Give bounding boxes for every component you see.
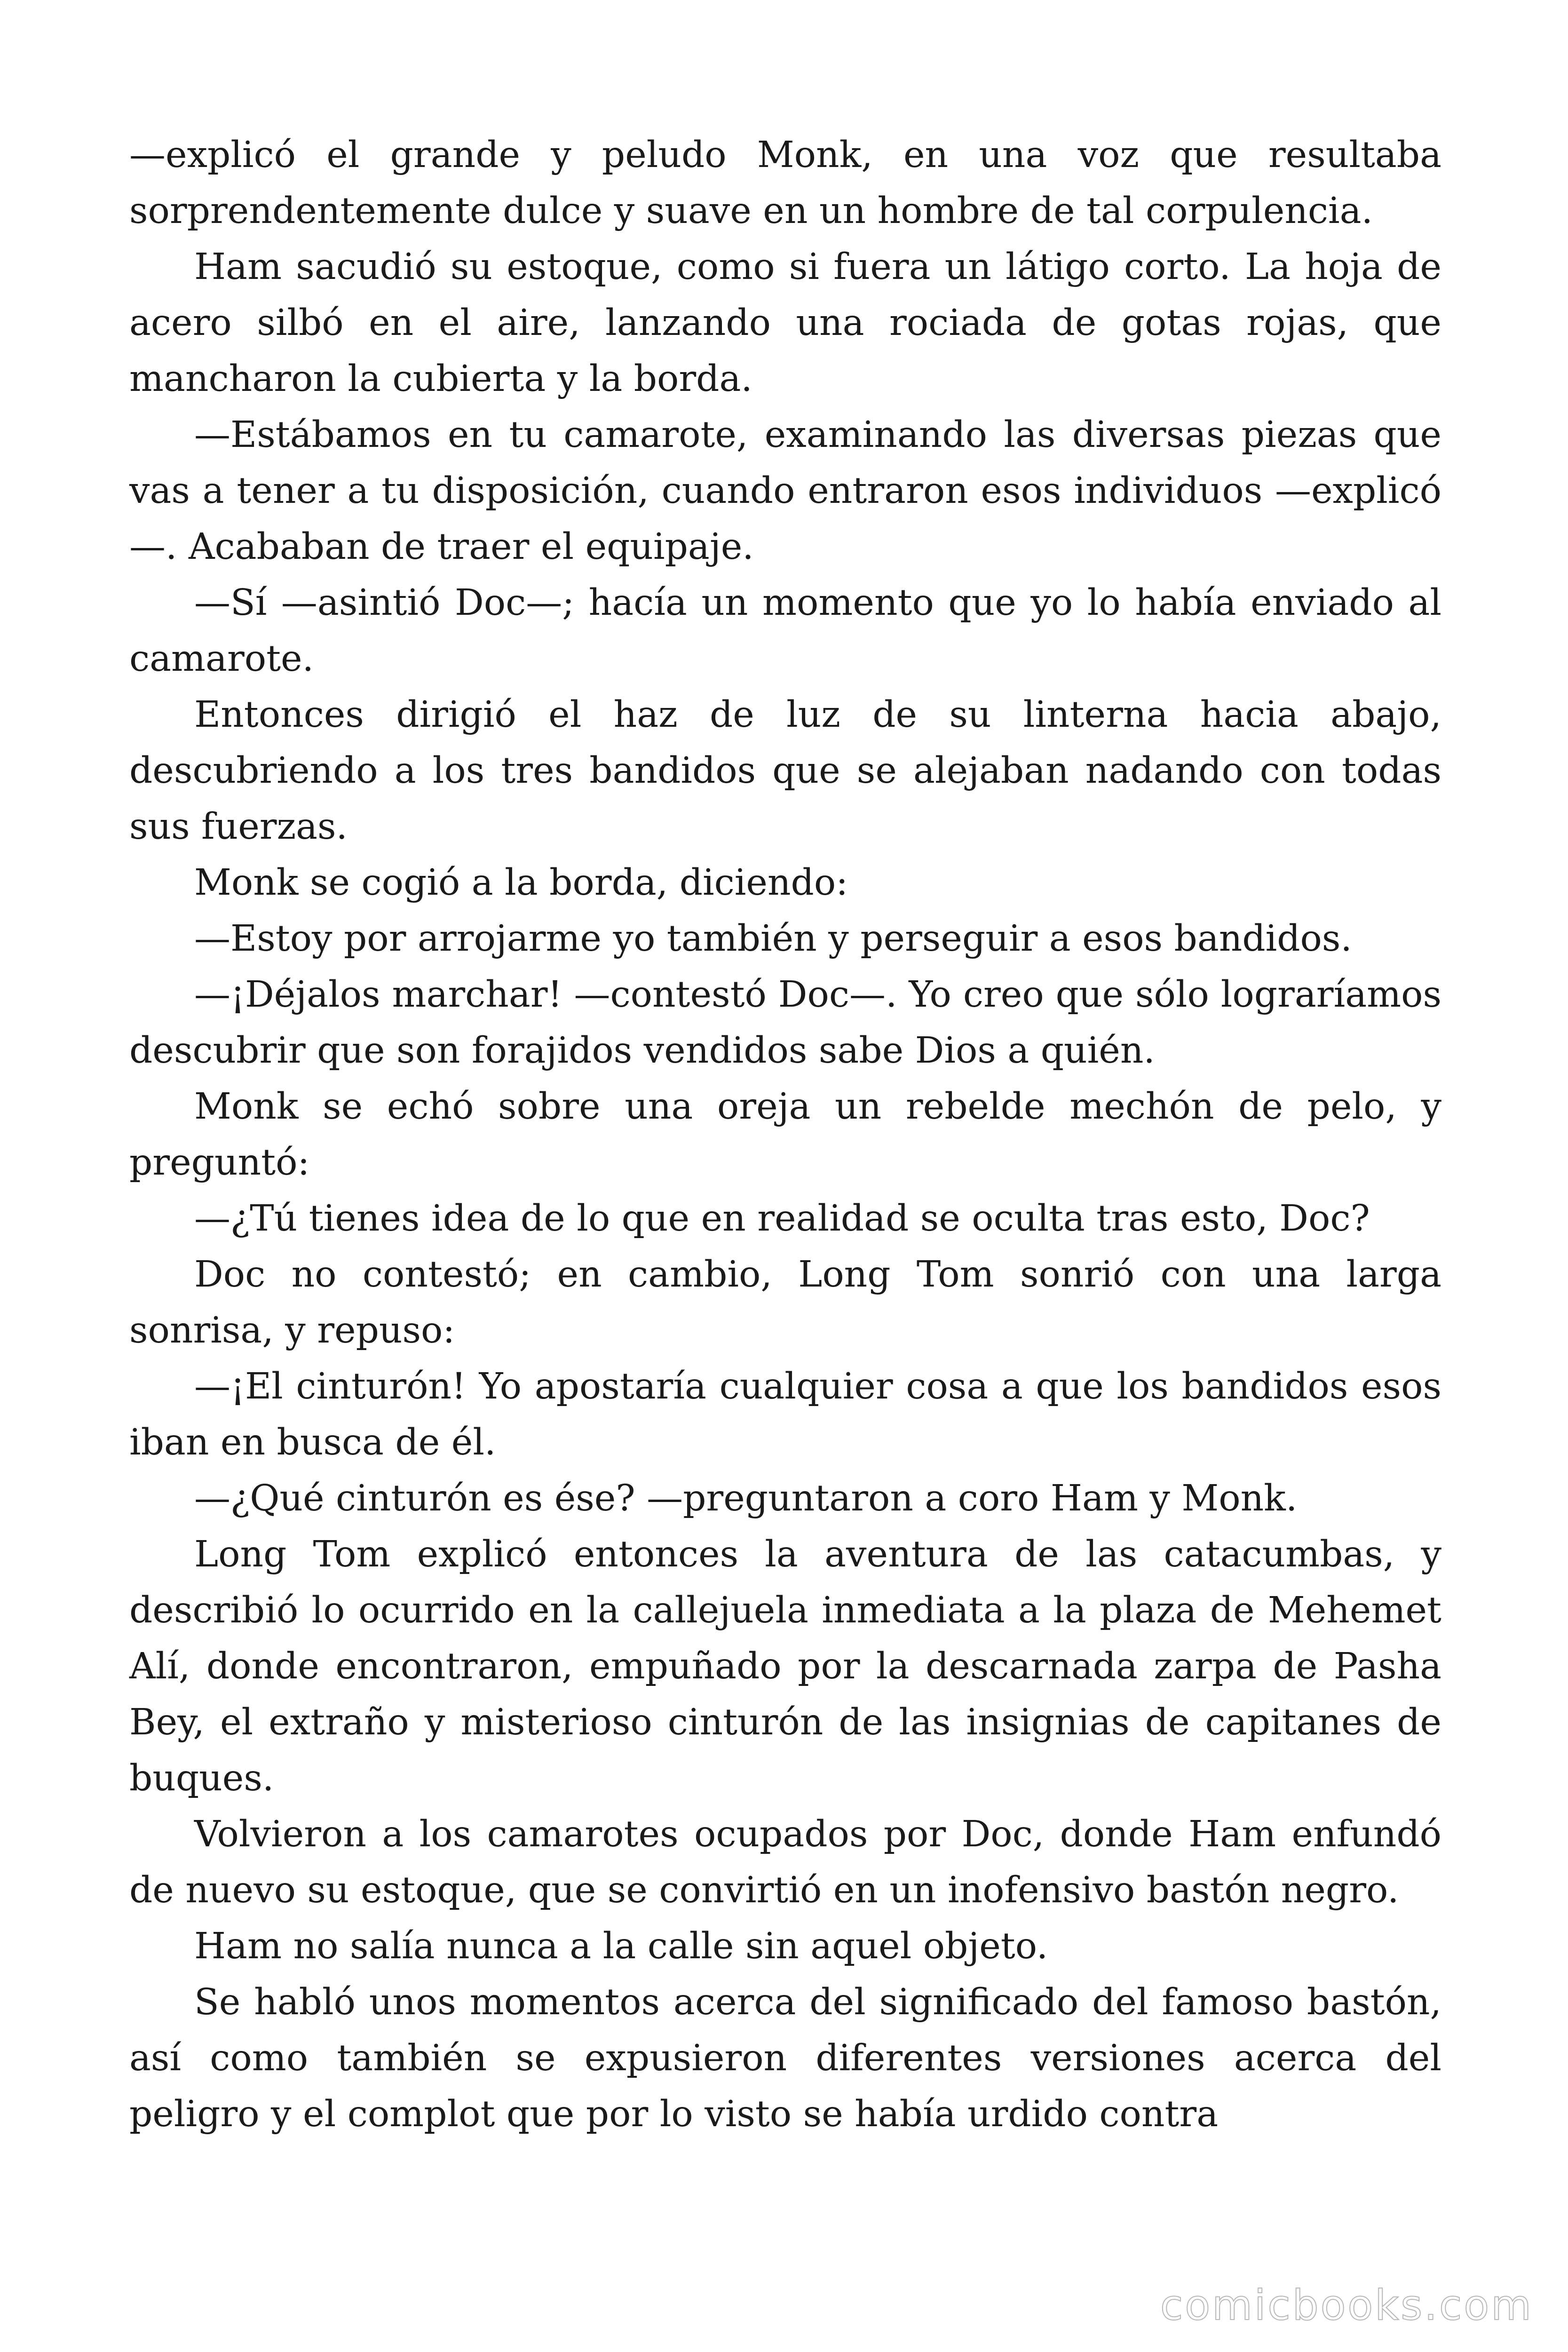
page-body <box>129 127 1441 2142</box>
paragraph-11: Doc no contestó; en cambio, Long Tom sonrió con una larga sonrisa, y repuso: <box>129 1254 1441 1351</box>
paragraph-7: —Estoy por arrojarme yo también y perseguir a esos bandidos. <box>194 918 1352 960</box>
paragraph-14: Long Tom explicó entonces la aventura de las catacumbas, y describió lo ocurrido en la callejuela inmediata a la plaza de Mehemet Alí, donde encontraron, empuñado por la descarnada zarpa de Pasha Bey, el extraño y misterioso cinturón de las insignias de capitanes de buques. <box>129 1534 1441 1799</box>
paragraph-15: Volvieron a los camarotes ocupados por Doc, donde Ham enfundó de nuevo su estoque, que se convirtió en un inofensivo bastón negro. <box>129 1813 1441 1911</box>
paragraph-17: Se habló unos momentos acerca del significado del famoso bastón, así como también se expusieron diferentes versiones acerca del peligro y el complot que por lo visto se había urdido contra <box>129 1981 1441 2135</box>
paragraph-8: —¡Déjalos marchar! —contestó Doc—. Yo creo que sólo lograríamos descubrir que son forajidos vendidos sabe Dios a quién. <box>129 974 1441 1072</box>
paragraph-6: Monk se cogió a la borda, diciendo: <box>194 862 848 904</box>
paragraph-4: —Sí —asintió Doc—; hacía un momento que yo lo había enviado al camarote. <box>129 582 1441 680</box>
paragraph-10: —¿Tú tienes idea de lo que en realidad se oculta tras esto, Doc? <box>194 1198 1370 1240</box>
paragraph-1: —explicó el grande y peludo Monk, en una voz que resultaba sorprendentemente dulce y suave en un hombre de tal corpulencia. <box>129 134 1441 232</box>
paragraph-5: Entonces dirigió el haz de luz de su linterna hacia abajo, descubriendo a los tres bandidos que se alejaban nadando con todas sus fuerzas. <box>129 694 1441 848</box>
paragraph-3: —Estábamos en tu camarote, examinando las diversas piezas que vas a tener a tu disposición, cuando entraron esos individuos —explicó—. Acababan de traer el equipaje. <box>129 414 1441 568</box>
paragraph-12: —¡El cinturón! Yo apostaría cualquier cosa a que los bandidos esos iban en busca de él. <box>129 1366 1441 1463</box>
paragraph-16: Ham no salía nunca a la calle sin aquel objeto. <box>194 1925 1048 1967</box>
paragraph-9: Monk se echó sobre una oreja un rebelde mechón de pelo, y preguntó: <box>129 1086 1441 1184</box>
paragraph-2: Ham sacudió su estoque, como si fuera un látigo corto. La hoja de acero silbó en el aire, lanzando una rociada de gotas rojas, que mancharon la cubierta y la borda. <box>129 246 1441 400</box>
paragraph-13: —¿Qué cinturón es ése? —preguntaron a coro Ham y Monk. <box>194 1478 1298 1519</box>
watermark: comicbooks.com <box>1160 2281 1533 2329</box>
